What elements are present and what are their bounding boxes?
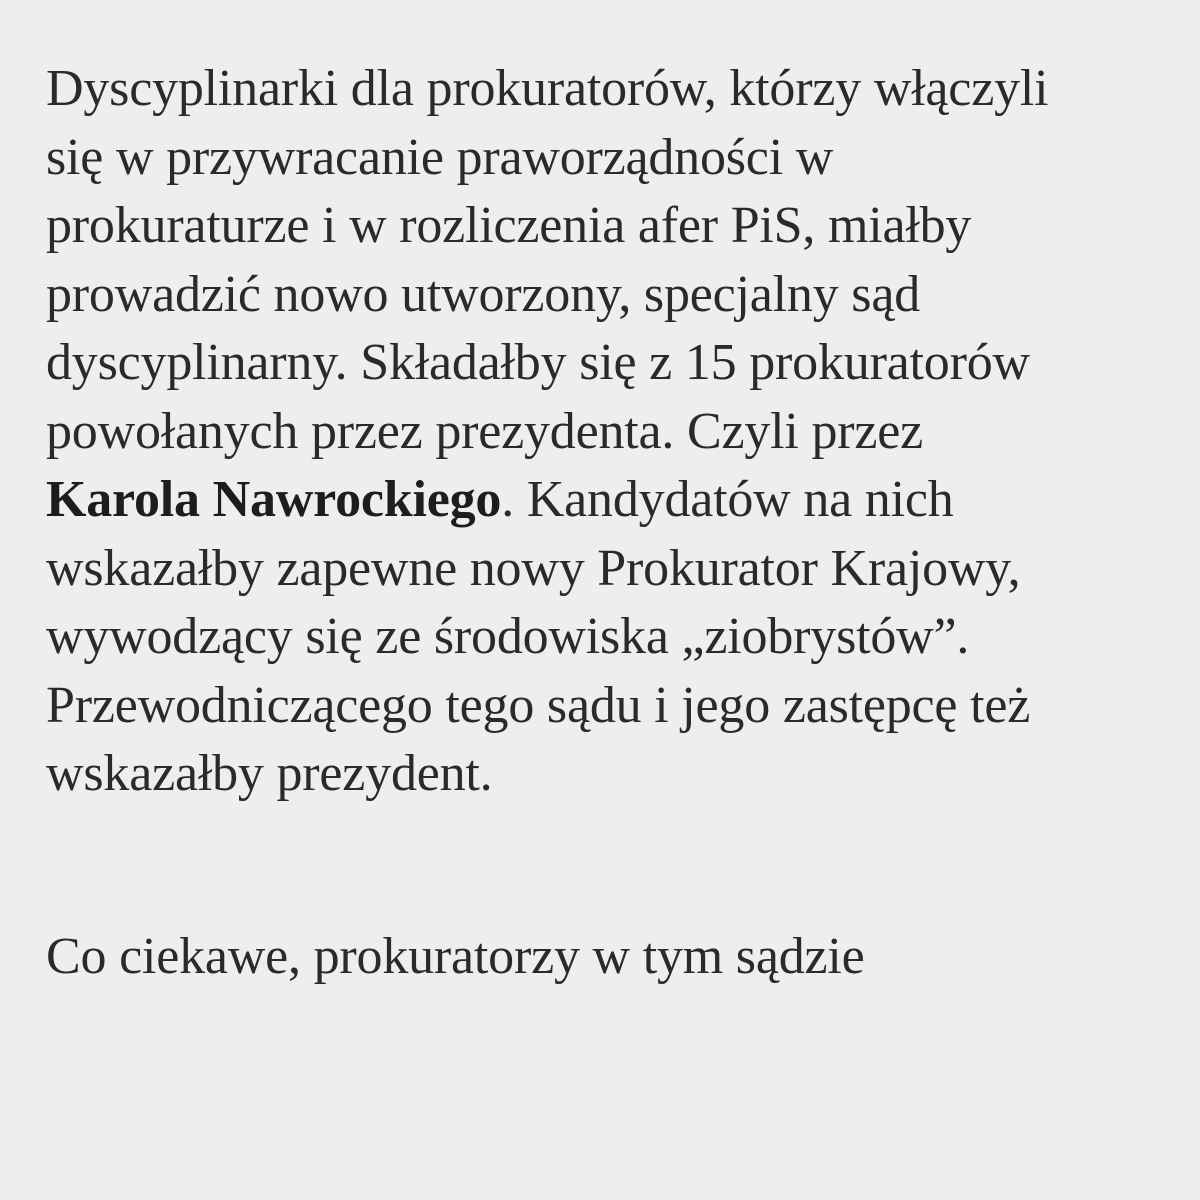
paragraph-spacer [46,809,1166,923]
text-line: wskazałby zapewne nowy Prokurator Krajowy, [46,539,1021,597]
text-line: prokuraturze i w rozliczenia afer PiS, miałby [46,197,972,254]
text-line: wywodzący się ze środowiska „ziobrystów”. [46,608,970,665]
text-line: Co ciekawe, prokuratorzy w tym sądzie [46,927,865,985]
text-line: Przewodniczącego tego sądu i jego zastępcę też [46,676,1031,734]
text-line: Dyscyplinarki dla prokuratorów, którzy włączyli [46,60,1049,117]
text-line: powołanych przez prezydenta. Czyli przez [46,402,924,460]
text-line: się w przywracanie praworządności w [46,128,834,186]
text-after-name: . Kandydatów na nich [501,471,954,528]
text-line: prowadzić nowo utworzony, specjalny sąd [46,265,921,323]
article-body [46,55,1166,991]
paragraph-1 [46,55,1166,809]
text-line: dyscyplinarny. Składałby się z 15 prokuratorów [46,334,1030,391]
paragraph-2 [46,923,1166,992]
text-line-with-name [46,466,1166,535]
text-line: wskazałby prezydent. [46,745,493,802]
bold-person-name: Karola Nawrockiego [46,471,502,528]
